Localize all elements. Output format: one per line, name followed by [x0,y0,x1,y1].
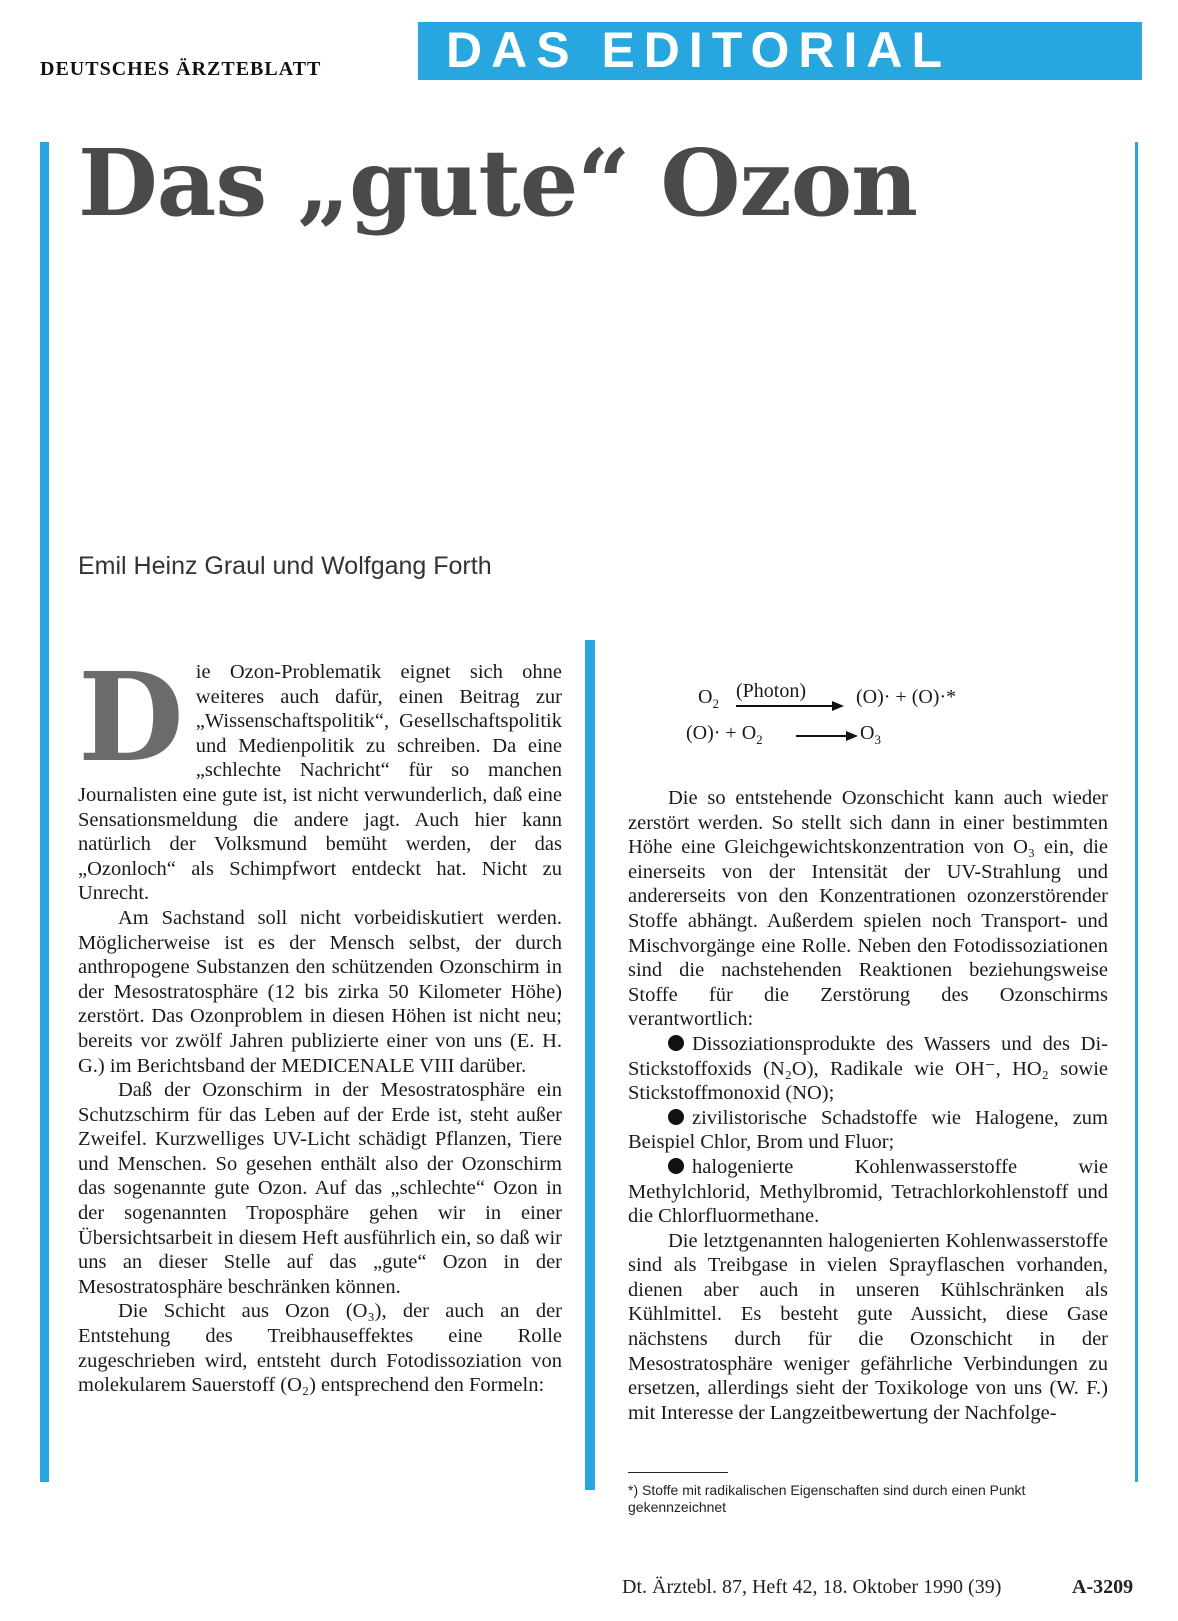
paragraph-6: Die letztgenannten halogenierten Kohlenwasserstoffe sind als Treibgase in vielen Sprayflaschen vorhanden, dienen aber auch in unseren Kühlschränken als Kühlmittel. Es besteht gute Aussicht, diese Gase nächstens durch für die Ozonschicht in der Mesostratosphäre weniger gefährliche Verbindungen zu ersetzen, allerdings sieht der Toxikologe von uns (W. F.) mit Interesse der Langzeitbewertung der Nachfolge- [628,1229,1108,1424]
formula-1-left: O [698,686,713,708]
column-1 [78,645,562,1398]
reaction-formula [686,680,1038,752]
formula-line-1 [698,680,1038,716]
bullet-text: Dissoziationsprodukte des Wassers und des Di-Stickstoffoxids (N₂O), Radikale wie OH⁻, HO₂ sowie Stickstoffmonoxid (NO); [628,1032,1108,1105]
drop-cap: D [78,645,184,789]
paragraph-4: Die Schicht aus Ozon (O₃), der auch an der Entstehung des Treibhauseffektes eine Rolle zugeschrieben wird, entsteht durch Fotodissoziation von molekularem Sauerstoff (O₂) entsprechend den Formeln: [78,1300,562,1397]
formula-arrow-label: (Photon) [736,680,806,702]
section-banner-label: DAS EDITORIAL [446,22,951,78]
bullet-item [628,1155,1108,1229]
formula-1-right: (O)· + (O)·* [856,686,957,708]
footer-citation: Dt. Ärztebl. 87, Heft 42, 18. Oktober 1990 (39) [622,1576,1002,1598]
formula-1-left-sub: 2 [712,696,719,711]
bullet-text: zivilistorische Schadstoffe wie Halogene, zum Beispiel Chlor, Brom und Fluor; [628,1106,1108,1154]
footnote: *) Stoffe mit radikalischen Eigenschaften sind durch einen Punkt gekennzeichnet [628,1482,1026,1515]
footnote-divider [628,1472,728,1473]
formula-2-left: (O)· + O [686,722,757,744]
formula-2-right-sub: 3 [874,732,881,747]
column-2 [628,786,1108,1425]
authors: Emil Heinz Graul und Wolfgang Forth [78,552,492,580]
bullet-text: halogenierte Kohlenwasserstoffe wie Methylchlorid, Methylbromid, Tetrachlorkohlenstoff und die Chlorfluormethane. [628,1155,1108,1228]
formula-line-2 [686,716,1038,752]
formula-2-right: O [860,722,875,744]
accent-bar-right [1135,142,1138,1482]
paragraph-5: Die so entstehende Ozonschicht kann auch wieder zerstört werden. So stellt sich dann in einer bestimmten Höhe eine Gleichgewichtskonzentration von O₃ ein, die einerseits von der Intensität der UV-Strahlung und andererseits von den Konzentrationen ozonzerstörender Stoffe abhängt. Außerdem spielen noch Transport- und Mischvorgänge eine Rolle. Neben den Fotodissoziationen sind die nachstehenden Reaktionen beziehungsweise Stoffe für die Zerstörung des Ozonschirms verantwortlich: [628,787,1108,1031]
bullet-icon [668,1158,684,1174]
headline: Das „gute“ Ozon [78,129,917,237]
accent-bar-middle [585,640,595,1490]
page-number: A-3209 [1072,1576,1134,1598]
bullet-item [628,1032,1108,1106]
paragraph-2: Am Sachstand soll nicht vorbeidiskutiert werden. Möglicherweise ist es der Mensch selbst, der durch anthropogene Substanzen den schützenden Ozonschirm in der Mesostratosphäre (12 bis zirka 50 Kilometer Höhe) zerstört. Das Ozonproblem in diesen Höhen ist nicht neu; bereits vor zwölf Jahren publizierte einer von uns (E. H. G.) im Berichtsband der MEDICENALE VIII darüber. [78,906,562,1077]
accent-bar-left [40,142,49,1482]
paragraph-1-text: ie Ozon-Problematik eignet sich ohne weiteres auch dafür, einen Beitrag zur „Wissenschaftspolitik“, Gesellschaftspolitik und Medienpolitik zu schreiben. Da eine „schlechte Nachricht“ für so manchen Journalisten eine gute ist, ist nicht verwunderlich, daß eine Sensationsmeldung die andere jagt. Auch hier kann natürlich der Volksmund bemüht werden, der das „Ozonloch“ als Schimpfwort entdeckt hat. Nicht zu Unrecht. [78,661,562,905]
paragraph-3: Daß der Ozonschirm in der Mesostratosphäre ein Schutzschirm für das Leben auf der Erde ist, steht außer Zweifel. Kurzwelliges UV-Licht schädigt Pflanzen, Tiere und Menschen. So gesehen enthält also der Ozonschirm das sogenannte gute Ozon. Auf das „schlechte“ Ozon in der sogenannten Troposphäre gehen wir in einer Übersichtsarbeit in diesem Heft ausführlich ein, so daß wir uns an dieser Stelle auf das „gute“ Ozon in der Mesostratosphäre beschränken können. [78,1079,562,1298]
section-banner [418,22,1142,80]
bullet-item [628,1106,1108,1155]
reaction-arrow-1 [736,700,844,712]
journal-name: DEUTSCHES ÄRZTEBLATT [40,58,322,80]
bullet-icon [668,1035,684,1051]
formula-2-left-sub: 2 [756,732,763,747]
paragraph-1 [78,645,562,906]
reaction-arrow-2 [796,730,858,742]
bullet-icon [668,1109,684,1125]
